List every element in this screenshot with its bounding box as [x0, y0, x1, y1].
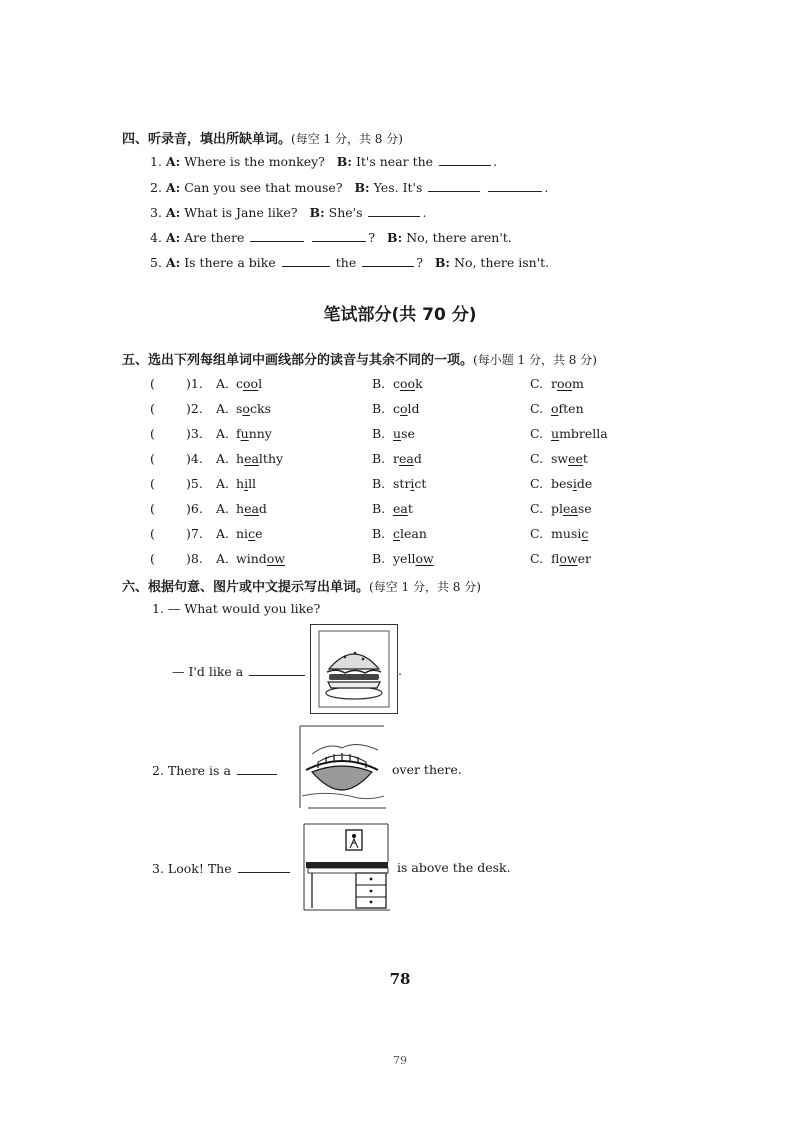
s6-q3 — [152, 860, 292, 876]
desk-picture-icon — [302, 822, 390, 912]
answer-blank[interactable] — [238, 860, 290, 873]
question-text: There is a — [167, 763, 231, 778]
bridge-picture — [298, 724, 386, 810]
option-c-word: please — [551, 501, 592, 516]
speaker-b: B: — [387, 230, 403, 245]
option-b-word: use — [393, 426, 415, 441]
answer-blank[interactable] — [249, 663, 305, 676]
option-c-letter: C. — [530, 501, 544, 516]
footer-page-number: 79 — [393, 1054, 407, 1067]
speaker-b: B: — [434, 255, 451, 270]
option-a-word: nice — [236, 526, 263, 541]
option-a-word: head — [236, 501, 267, 516]
question-text-mid: the — [335, 255, 357, 270]
speaker-a: A: — [165, 154, 181, 169]
answer-blank[interactable] — [488, 179, 542, 192]
written-part-title: 笔试部分(共 70 分) — [323, 305, 477, 325]
answer-blank[interactable] — [439, 153, 491, 166]
item-number: 2. — [152, 763, 164, 778]
option-c-word: flower — [551, 551, 591, 566]
answer-paren[interactable]: ( — [150, 376, 155, 391]
s6-q3-end: is above the desk. — [397, 860, 511, 875]
s4-item-4 — [150, 229, 512, 245]
s6-q1-answer — [172, 663, 307, 679]
reply-text: She's — [328, 205, 363, 220]
option-c-letter: C. — [530, 401, 544, 416]
answer-paren[interactable]: ( — [150, 501, 155, 516]
item-number: 4. — [150, 230, 162, 245]
option-a-word: cool — [236, 376, 263, 391]
option-c-letter: C. — [530, 376, 544, 391]
speaker-b: B: — [336, 154, 352, 169]
option-b-letter: B. — [372, 526, 386, 541]
option-b-word: strict — [393, 476, 427, 491]
item-number: 5. — [150, 255, 162, 270]
option-b-word: cook — [393, 376, 423, 391]
speaker-a: A: — [165, 255, 181, 270]
question-mark: ? — [416, 255, 423, 270]
option-a-letter: A. — [216, 426, 230, 441]
option-a-letter: A. — [216, 376, 230, 391]
option-b-letter: B. — [372, 476, 386, 491]
question-text: Are there — [184, 230, 245, 245]
item-number: 1. — [150, 154, 162, 169]
hamburger-icon — [311, 625, 397, 713]
item-number: )8. — [186, 551, 203, 566]
option-a-letter: A. — [216, 401, 230, 416]
option-c-word: umbrella — [551, 426, 608, 441]
item-number: )5. — [186, 476, 203, 491]
section-4-heading: 四、听录音，填出所缺单词。 — [122, 132, 292, 147]
answer-paren[interactable]: ( — [150, 526, 155, 541]
item-number: )4. — [186, 451, 203, 466]
option-c-letter: C. — [530, 476, 544, 491]
section-6-note: (每空 1 分，共 8 分) — [369, 580, 481, 594]
section-6-title — [122, 576, 481, 595]
answer-paren[interactable]: ( — [150, 426, 155, 441]
s6-q1-question — [152, 601, 320, 616]
answer-paren[interactable]: ( — [150, 476, 155, 491]
option-c-letter: C. — [530, 426, 544, 441]
picture-above-desk — [302, 822, 390, 912]
option-c-word: often — [551, 401, 584, 416]
s4-item-2 — [150, 179, 548, 195]
section-5-note: (每小题 1 分，共 8 分) — [473, 353, 597, 367]
question-text: — What would you like? — [167, 601, 321, 616]
end-punct: . — [544, 180, 549, 195]
option-b-word: yellow — [393, 551, 434, 566]
item-number: 2. — [150, 180, 162, 195]
option-a-word: hill — [236, 476, 257, 491]
item-number: )3. — [186, 426, 203, 441]
speaker-a: A: — [165, 180, 181, 195]
s4-item-5 — [150, 254, 549, 270]
option-c-word: music — [551, 526, 589, 541]
option-c-letter: C. — [530, 451, 544, 466]
speaker-a: A: — [165, 230, 181, 245]
option-a-word: healthy — [236, 451, 284, 466]
hamburger-picture — [310, 624, 398, 714]
option-b-letter: B. — [372, 376, 386, 391]
answer-paren[interactable]: ( — [150, 451, 155, 466]
question-text: Is there a bike — [184, 255, 276, 270]
option-b-word: clean — [393, 526, 427, 541]
answer-blank[interactable] — [282, 254, 330, 267]
item-number: 3. — [152, 861, 164, 876]
option-a-letter: A. — [216, 526, 230, 541]
speaker-b: B: — [354, 180, 370, 195]
section-4-title — [122, 128, 403, 147]
option-b-letter: B. — [372, 426, 386, 441]
item-number: )7. — [186, 526, 203, 541]
page-number: 78 — [389, 970, 411, 988]
speaker-a: A: — [165, 205, 181, 220]
option-c-word: sweet — [551, 451, 588, 466]
option-a-word: window — [236, 551, 285, 566]
option-a-letter: A. — [216, 451, 230, 466]
answer-blank[interactable] — [237, 762, 277, 775]
bridge-icon — [298, 724, 386, 810]
option-c-word: beside — [551, 476, 593, 491]
section-5-heading: 五、选出下列每组单词中画线部分的读音与其余不同的一项。 — [122, 353, 474, 368]
s6-q2-end: over there. — [392, 762, 462, 777]
option-b-letter: B. — [372, 401, 386, 416]
item-number: )1. — [186, 376, 203, 391]
option-a-letter: A. — [216, 551, 230, 566]
answer-blank[interactable] — [362, 254, 414, 267]
item-number: 1. — [152, 601, 164, 616]
answer-blank[interactable] — [312, 229, 366, 242]
speaker-b: B: — [309, 205, 325, 220]
reply-text: No, there isn't. — [454, 255, 550, 270]
s6-q1-end: . — [398, 663, 402, 678]
question-mark: ? — [368, 230, 376, 245]
option-b-letter: B. — [372, 551, 386, 566]
section-5-title — [122, 349, 597, 368]
answer-blank[interactable] — [428, 179, 480, 192]
option-c-letter: C. — [530, 526, 544, 541]
option-b-word: eat — [393, 501, 413, 516]
option-a-word: funny — [236, 426, 272, 441]
question-text: What is Jane like? — [184, 205, 298, 220]
section-4-note: (每空 1 分，共 8 分) — [291, 132, 403, 146]
reply-text: No, there aren't. — [406, 230, 512, 245]
option-b-word: read — [393, 451, 422, 466]
option-b-word: cold — [393, 401, 420, 416]
answer-blank[interactable] — [368, 204, 420, 217]
answer-paren[interactable]: ( — [150, 551, 155, 566]
answer-blank[interactable] — [250, 229, 304, 242]
item-number: )2. — [186, 401, 203, 416]
item-number: 3. — [150, 205, 162, 220]
s4-item-1 — [150, 153, 497, 169]
option-c-word: room — [551, 376, 584, 391]
option-a-letter: A. — [216, 501, 230, 516]
end-punct: . — [422, 205, 427, 220]
answer-paren[interactable]: ( — [150, 401, 155, 416]
reply-text: Yes. It's — [373, 180, 423, 195]
question-text: Look! The — [167, 861, 232, 876]
option-b-letter: B. — [372, 451, 386, 466]
s4-item-3 — [150, 204, 426, 220]
option-b-letter: B. — [372, 501, 386, 516]
question-text: Can you see that mouse? — [184, 180, 343, 195]
reply-text: It's near the — [355, 154, 434, 169]
answer-text: — I'd like a — [172, 664, 244, 679]
s6-q2 — [152, 762, 279, 778]
option-c-letter: C. — [530, 551, 544, 566]
item-number: )6. — [186, 501, 203, 516]
option-a-letter: A. — [216, 476, 230, 491]
option-a-word: socks — [236, 401, 271, 416]
question-text: Where is the monkey? — [184, 154, 325, 169]
section-6-heading: 六、根据句意、图片或中文提示写出单词。 — [122, 580, 370, 595]
end-punct: . — [493, 154, 498, 169]
